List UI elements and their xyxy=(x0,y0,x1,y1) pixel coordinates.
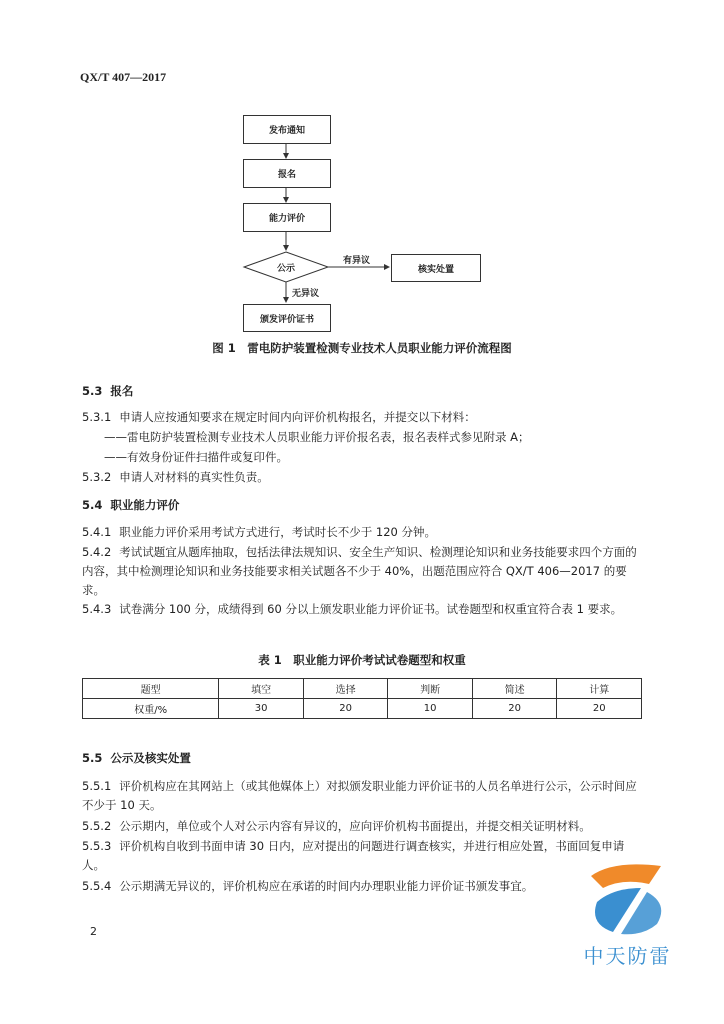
brand-name: 中天防雷 xyxy=(583,944,672,968)
heading-number: 5.4 xyxy=(82,498,103,512)
clause-number: 5.3.1 xyxy=(82,410,112,424)
clause-5-3-2 xyxy=(82,468,642,487)
table-cell: 题型 xyxy=(83,679,219,699)
document-code: QX/T 407—2017 xyxy=(80,70,167,84)
section-heading-5-3 xyxy=(82,383,133,399)
table-cell: 简述 xyxy=(472,679,557,699)
heading-text: 职业能力评价 xyxy=(110,498,180,512)
heading-number: 5.5 xyxy=(82,751,103,765)
heading-number: 5.3 xyxy=(82,384,103,398)
heading-text: 报名 xyxy=(110,384,134,398)
edge-label-no-objection: 无异议 xyxy=(292,289,320,299)
node-certificate: 颁发评价证书 xyxy=(243,304,331,332)
table-cell: 30 xyxy=(219,699,304,719)
node-announce: 公示 xyxy=(277,264,296,274)
table-row xyxy=(83,699,642,719)
clause-text: 试卷满分 100 分，成绩得到 60 分以上颁发职业能力评价证书。试卷题型和权重宜符合表 1 要求。 xyxy=(119,602,623,616)
node-publish: 发布通知 xyxy=(243,115,331,144)
clause-number: 5.3.2 xyxy=(82,470,112,484)
section-heading-5-5 xyxy=(82,750,191,766)
clause-5-5-2 xyxy=(82,817,642,836)
clause-number: 5.4.2 xyxy=(82,545,112,559)
table-cell: 计算 xyxy=(557,679,642,699)
clause-5-4-1 xyxy=(82,523,642,542)
table-cell: 20 xyxy=(472,699,557,719)
weight-table xyxy=(82,678,642,719)
clause-5-5-3 xyxy=(82,837,642,875)
table-cell: 选择 xyxy=(303,679,388,699)
table-cell: 20 xyxy=(303,699,388,719)
clause-number: 5.5.4 xyxy=(82,879,112,893)
clause-number: 5.5.1 xyxy=(82,779,112,793)
list-item-registration-form: ——雷电防护装置检测专业技术人员职业能力评价报名表，报名表样式参见附录 A； xyxy=(104,430,530,444)
clause-text: 公示期满无异议的，评价机构应在承诺的时间内办理职业能力评价证书颁发事宜。 xyxy=(119,879,534,893)
figure-caption: 图 1 雷电防护装置检测专业技术人员职业能力评价流程图 xyxy=(212,341,512,355)
table-cell: 判断 xyxy=(388,679,473,699)
clause-text: 职业能力评价采用考试方式进行，考试时长不少于 120 分钟。 xyxy=(119,525,437,539)
brand-logo-icon xyxy=(583,858,673,938)
clause-5-5-1 xyxy=(82,777,642,815)
table-header-row xyxy=(83,679,642,699)
table-cell: 10 xyxy=(388,699,473,719)
table-cell: 20 xyxy=(557,699,642,719)
clause-text: 公示期内，单位或个人对公示内容有异议的，应向评价机构书面提出，并提交相关证明材料。 xyxy=(119,819,591,833)
table-cell: 填空 xyxy=(219,679,304,699)
flowchart xyxy=(0,0,724,340)
table-caption: 表 1 职业能力评价考试试卷题型和权重 xyxy=(258,653,466,667)
table-cell: 权重/% xyxy=(83,699,219,719)
node-verify: 核实处置 xyxy=(391,254,481,282)
clause-text: 考试试题宜从题库抽取，包括法律法规知识、安全生产知识、检测理论知识和业务技能要求四个方面的内容，其中检测理论知识和业务技能要求相关试题各不少于 40%，出题范围应符合 QX/T 406—2017 的要求。 xyxy=(82,545,637,597)
clause-number: 5.4.1 xyxy=(82,525,112,539)
page-number: 2 xyxy=(90,925,97,938)
clause-5-3-1 xyxy=(82,408,642,427)
clause-number: 5.5.2 xyxy=(82,819,112,833)
clause-5-5-4 xyxy=(82,877,642,896)
node-evaluate: 能力评价 xyxy=(243,203,331,232)
clause-text: 申请人应按通知要求在规定时间内向评价机构报名，并提交以下材料： xyxy=(119,410,476,424)
heading-text: 公示及核实处置 xyxy=(110,751,191,765)
list-item-id-copy: ——有效身份证件扫描件或复印件。 xyxy=(104,450,288,464)
clause-text: 评价机构自收到书面申请 30 日内，应对提出的问题进行调查核实，并进行相应处置，书面回复申请人。 xyxy=(82,839,625,872)
clause-5-4-3 xyxy=(82,600,642,619)
clause-number: 5.4.3 xyxy=(82,602,112,616)
edge-label-objection: 有异议 xyxy=(343,256,371,266)
flowchart-connectors xyxy=(0,0,724,340)
clause-text: 申请人对材料的真实性负责。 xyxy=(119,470,269,484)
clause-text: 评价机构应在其网站上（或其他媒体上）对拟颁发职业能力评价证书的人员名单进行公示，公示时间应不少于 10 天。 xyxy=(82,779,637,812)
clause-5-4-2 xyxy=(82,543,642,600)
section-heading-5-4 xyxy=(82,497,179,513)
clause-number: 5.5.3 xyxy=(82,839,112,853)
node-register: 报名 xyxy=(243,159,331,188)
